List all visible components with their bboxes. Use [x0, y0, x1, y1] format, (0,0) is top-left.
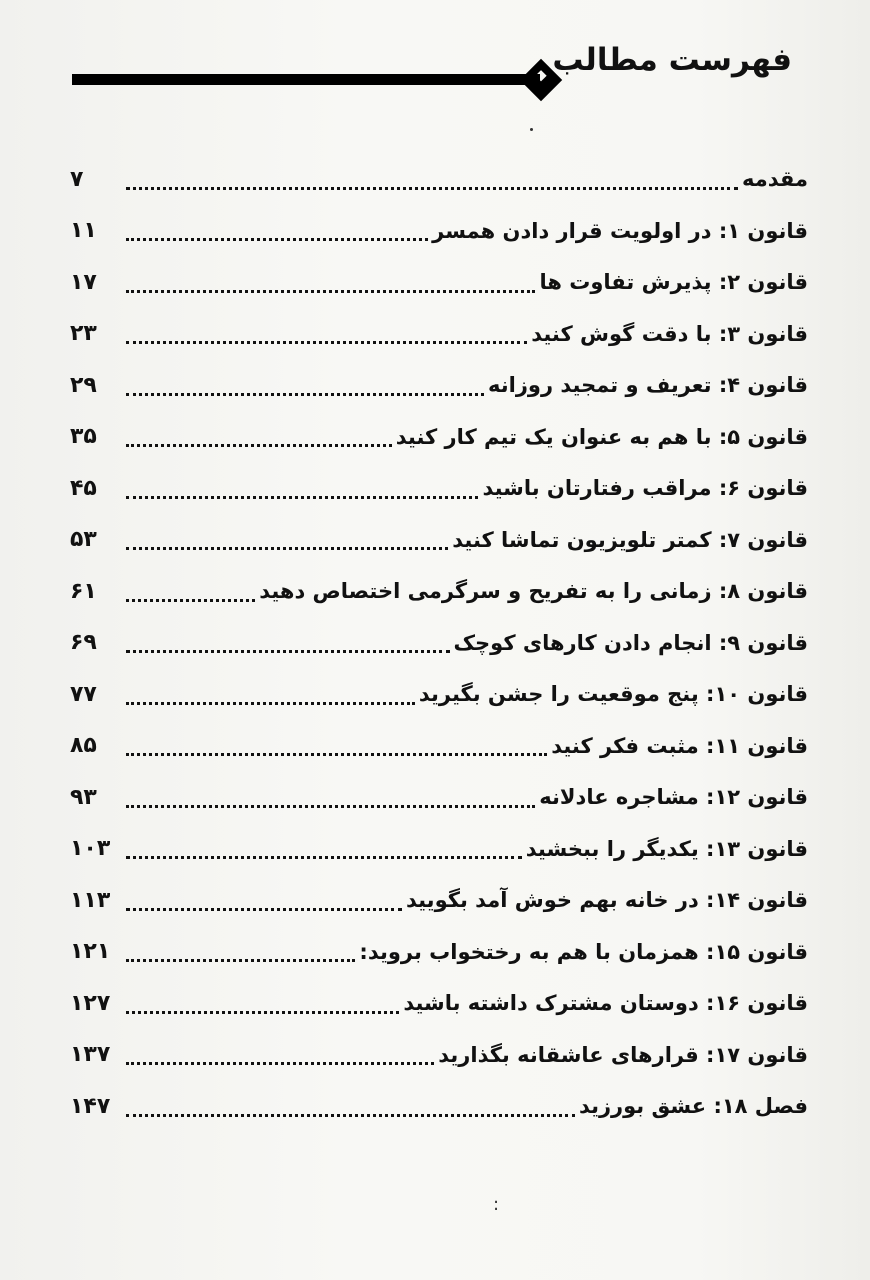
toc-entry-label: مقدمه	[742, 167, 808, 192]
toc-page-number: ۱۴۷	[70, 1093, 111, 1119]
toc-entry-label: قانون ۱۱: مثبت فکر کنید	[551, 733, 808, 758]
toc-page-number: ۵۳	[70, 527, 97, 553]
toc-entry	[70, 875, 808, 927]
toc-page-number: ۱۱	[70, 218, 97, 244]
toc-entry	[70, 412, 808, 464]
toc-page-number: ۶۹	[70, 630, 97, 656]
toc-entry-label: قانون ۱۴: در خانه بهم خوش آمد بگویید	[405, 888, 808, 913]
toc-entry-label: قانون ۴: تعریف و تمجید روزانه	[488, 373, 808, 398]
dot-leader	[126, 753, 547, 756]
toc-entry-label: قانون ۷: کمتر تلویزیون تماشا کنید	[452, 527, 808, 552]
toc-entry	[70, 978, 808, 1030]
table-of-contents	[70, 154, 808, 1133]
toc-entry	[70, 515, 808, 567]
toc-page-number: ۱۰۳	[70, 836, 111, 862]
toc-entry	[70, 772, 808, 824]
toc-entry-label: فصل ۱۸: عشق بورزید	[578, 1094, 808, 1119]
toc-entry-label: قانون ۹: انجام دادن کارهای کوچک	[453, 630, 808, 655]
toc-entry-label: قانون ۱۶: دوستان مشترک داشته باشید	[403, 991, 808, 1016]
dot-leader	[126, 444, 392, 447]
toc-page-number: ۱۷	[70, 269, 97, 295]
toc-page-number: ۱۲۱	[70, 939, 111, 965]
toc-entry	[70, 824, 808, 876]
toc-page-number: ۸۵	[70, 733, 97, 759]
toc-entry	[70, 463, 808, 515]
dot-leader	[126, 599, 255, 602]
dot-leader	[126, 496, 478, 499]
toc-entry-label: قانون ۱۲: مشاجره عادلانه	[539, 785, 808, 810]
dot-leader	[126, 1062, 434, 1065]
contents-header	[72, 34, 792, 90]
toc-page-number: ۴۵	[70, 475, 97, 501]
toc-entry	[70, 566, 808, 618]
dot-leader	[126, 341, 527, 344]
toc-entry	[70, 721, 808, 773]
dot-leader	[126, 547, 448, 550]
dot-leader	[126, 702, 415, 705]
toc-entry-label: قانون ۵: با هم به عنوان یک تیم کار کنید	[395, 424, 808, 449]
dot-leader	[126, 1011, 399, 1014]
toc-entry-introduction	[70, 154, 808, 206]
dot-leader	[126, 959, 355, 962]
header-rule	[72, 74, 540, 85]
dot-leader	[126, 393, 484, 396]
page-footer-mark: :	[493, 1194, 500, 1215]
page-title: فهرست مطالب	[552, 42, 792, 78]
toc-entry	[70, 927, 808, 979]
toc-entry-label: قانون ۱۳: یکدیگر را ببخشید	[525, 836, 808, 861]
toc-page-number: ۲۹	[70, 372, 97, 398]
dot-leader	[126, 187, 738, 190]
toc-entry	[70, 257, 808, 309]
toc-page-number: ۷	[70, 166, 84, 192]
toc-page-number: ۹۳	[70, 784, 97, 810]
toc-entry	[70, 1081, 808, 1133]
toc-page-number: ۷۷	[70, 681, 97, 707]
toc-page-number: ۳۵	[70, 424, 97, 450]
toc-page-number: ۱۳۷	[70, 1042, 111, 1068]
toc-entry-label: قانون ۸: زمانی را به تفریح و سرگرمی اختصاص دهید	[259, 579, 808, 604]
toc-entry-label: قانون ۶: مراقب رفتارتان باشید	[482, 476, 808, 501]
toc-entry-label: قانون ۳: با دقت گوش کنید	[531, 321, 808, 346]
toc-entry	[70, 669, 808, 721]
toc-entry	[70, 309, 808, 361]
dot-leader	[126, 908, 402, 911]
toc-page-number: ۱۱۳	[70, 887, 111, 913]
toc-entry-label: قانون ۲: پذیرش تفاوت ها	[539, 270, 808, 295]
dot-leader	[126, 1114, 575, 1117]
toc-page-number: ۶۱	[70, 578, 97, 604]
small-dot	[530, 128, 533, 131]
toc-page-number: ۲۳	[70, 321, 97, 347]
toc-entry	[70, 618, 808, 670]
toc-entry-label: قانون ۱۵: همزمان با هم به رختخواب بروید:	[359, 939, 808, 964]
toc-entry	[70, 360, 808, 412]
dot-leader	[126, 238, 428, 241]
toc-entry	[70, 206, 808, 258]
dot-leader	[126, 650, 450, 653]
dot-leader	[126, 805, 535, 808]
toc-entry-label: قانون ۱۷: قرارهای عاشقانه بگذارید	[438, 1042, 808, 1067]
toc-entry-label: قانون ۱: در اولویت قرار دادن همسر	[432, 218, 808, 243]
toc-entry-label: قانون ۱۰: پنج موقعیت را جشن بگیرید	[418, 682, 808, 707]
dot-leader	[126, 856, 522, 859]
dot-leader	[126, 290, 535, 293]
toc-entry	[70, 1030, 808, 1082]
toc-page-number: ۱۲۷	[70, 990, 111, 1016]
